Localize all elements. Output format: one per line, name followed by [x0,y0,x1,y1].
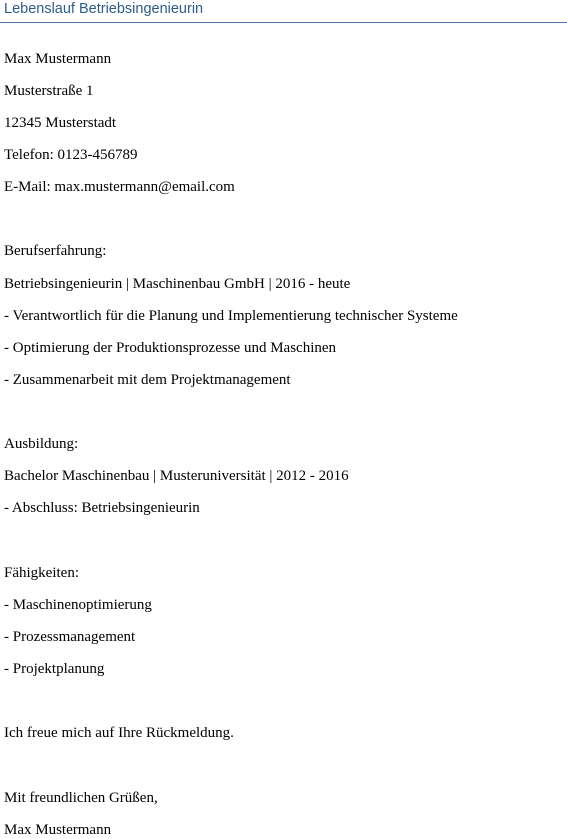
contact-phone: Telefon: 0123-456789 [4,147,138,163]
contact-email: E-Mail: max.mustermann@email.com [4,179,235,195]
skills-item: - Maschinenoptimierung [4,597,152,613]
closing-text: Ich freue mich auf Ihre Rückmeldung. [4,725,234,741]
education-degree: Bachelor Maschinenbau | Musteruniversität | 2012 - 2016 [4,468,349,484]
contact-city: 12345 Musterstadt [4,115,117,131]
closing-signature: Max Mustermann [4,822,112,838]
skills-heading: Fähigkeiten: [4,565,79,581]
experience-item: - Zusammenarbeit mit dem Projektmanagement [4,372,291,388]
education-heading: Ausbildung: [4,436,79,452]
experience-heading: Berufserfahrung: [4,243,107,259]
header-divider [0,22,567,23]
contact-name: Max Mustermann [4,51,112,67]
document-title: Lebenslauf Betriebsingenieurin [4,1,204,17]
skills-item: - Projektplanung [4,661,105,677]
experience-item: - Verantwortlich für die Planung und Implementierung technischer Systeme [4,308,458,324]
document-header [0,0,567,24]
closing-greeting: Mit freundlichen Grüßen, [4,790,158,806]
experience-item: - Optimierung der Produktionsprozesse und Maschinen [4,340,337,356]
experience-position: Betriebsingenieurin | Maschinenbau GmbH | 2016 - heute [4,276,351,292]
skills-item: - Prozessmanagement [4,629,136,645]
education-item: - Abschluss: Betriebsingenieurin [4,500,200,516]
contact-street: Musterstraße 1 [4,83,94,99]
